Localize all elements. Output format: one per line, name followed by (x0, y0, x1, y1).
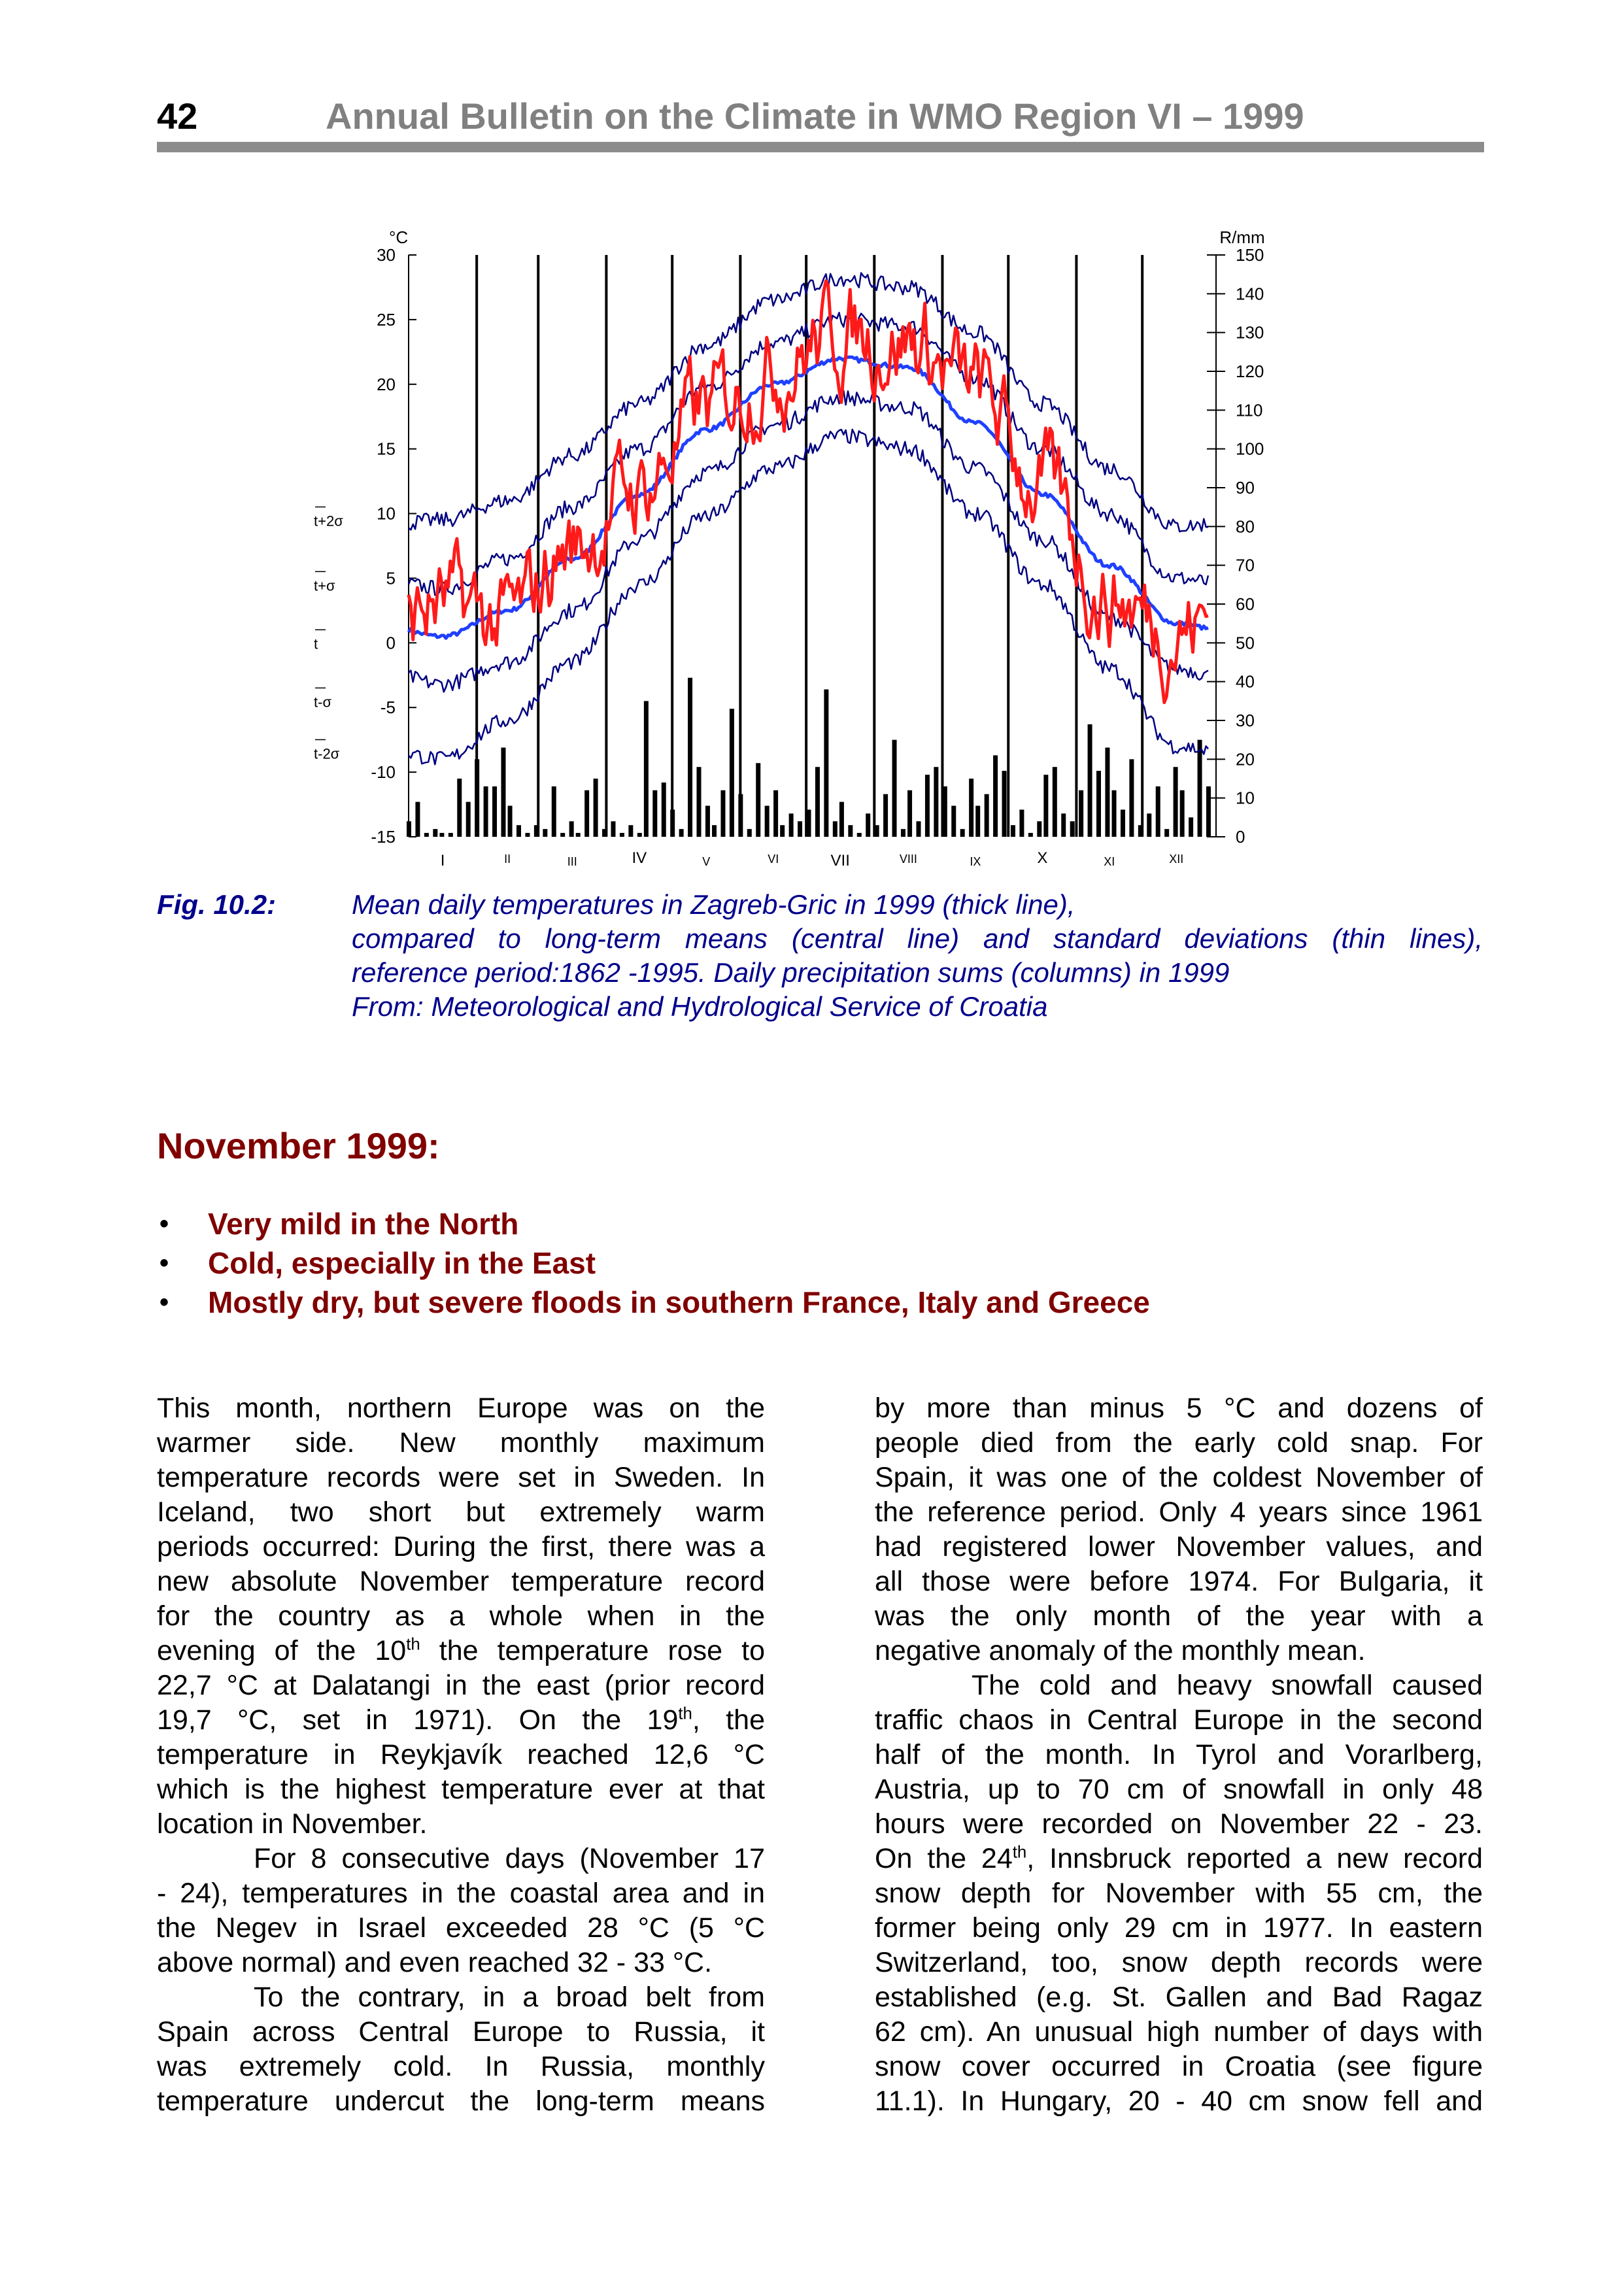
precipitation-bar (975, 806, 980, 837)
precipitation-bar (424, 833, 429, 837)
temperature-tick-label: -15 (371, 827, 396, 847)
precipitation-bar (484, 786, 488, 837)
body-line: Spain, it was one of the coldest November of (875, 1462, 1483, 1493)
precipitation-bar (1156, 786, 1160, 837)
precipitation-bar (756, 763, 760, 837)
precipitation-bar (1079, 790, 1083, 837)
month-label: IX (970, 855, 981, 868)
precipitation-bar (848, 825, 853, 837)
precipitation-bar (951, 806, 956, 837)
month-label: XII (1169, 852, 1184, 866)
body-line: had registered lower November values, and (875, 1531, 1483, 1562)
precipitation-bar (901, 829, 905, 837)
caption-line: compared to long-term means (central line) and standard deviations (thin lines), (352, 923, 1483, 954)
precipitation-bar (1096, 771, 1101, 837)
body-line: by more than minus 5 °C and dozens of (875, 1392, 1483, 1424)
precipitation-bar (943, 786, 947, 837)
precipitation-bar (1129, 759, 1134, 837)
body-line: Switzerland, too, snow depth records were (875, 1947, 1483, 1978)
body-line: was the only month of the year with a (875, 1600, 1483, 1632)
body-line: 19,7 °C, set in 1971). On the 19th, the (157, 1704, 766, 1736)
month-label: IV (632, 849, 647, 867)
body-line: This month, northern Europe was on the (157, 1392, 765, 1424)
precipitation-bar (1053, 767, 1057, 837)
precipitation-bar (492, 786, 497, 837)
temperature-tick-label: -10 (371, 762, 396, 783)
precipitation-bar (985, 794, 989, 837)
precipitation-bar (1019, 809, 1024, 837)
temperature-tick-label: 10 (377, 503, 396, 524)
caption-line: Mean daily temperatures in Zagreb-Gric in 1999 (thick line), (352, 889, 1075, 920)
precipitation-bar (679, 829, 684, 837)
precipitation-bar (1070, 821, 1075, 837)
month-label: I (440, 852, 445, 869)
precipitation-bar (765, 806, 770, 837)
precipitation-tick-label: 30 (1236, 711, 1255, 730)
precipitation-bar (584, 790, 589, 837)
precipitation-tick-label: 120 (1236, 362, 1264, 381)
precipitation-bar (1112, 790, 1117, 837)
month-label: II (504, 852, 511, 866)
page-number: 42 (157, 95, 198, 137)
header-rule (157, 142, 1484, 152)
precipitation-axis-label: R/mm (1219, 228, 1265, 247)
precipitation-bar (1198, 740, 1202, 837)
body-line: The cold and heavy snowfall caused (972, 1670, 1483, 1701)
body-line: 22,7 °C at Dalatangi in the east (prior record (157, 1670, 765, 1701)
precipitation-bar (415, 802, 420, 837)
temperature-axis-label: °C (389, 228, 409, 247)
body-line: temperature undercut the long-term means (157, 2085, 765, 2117)
precipitation-bar (892, 740, 897, 837)
precipitation-bar (1061, 813, 1066, 837)
body-line: hours were recorded on November 22 - 23. (875, 1808, 1483, 1840)
precipitation-bar (925, 775, 930, 837)
body-line: negative anomaly of the monthly mean. (875, 1635, 1366, 1666)
precipitation-tick-label: 10 (1236, 788, 1255, 808)
precipitation-bar (1174, 767, 1178, 837)
precipitation-bar (839, 802, 844, 837)
precipitation-bar (1011, 825, 1015, 837)
precipitation-bar (1043, 775, 1048, 837)
body-line: warmer side. New monthly maximum (157, 1427, 765, 1459)
precipitation-bar (407, 821, 411, 837)
std-label: t-2σ (314, 745, 340, 762)
precipitation-bar (552, 786, 556, 837)
month-label: VII (830, 852, 850, 869)
precipitation-bar (1180, 790, 1185, 837)
body-line: temperature in Reykjavík reached 12,6 °C (157, 1739, 765, 1770)
series-line-tplus2σ (409, 273, 1208, 532)
precipitation-bar (611, 821, 615, 837)
caption-line: From: Meteorological and Hydrological Service of Croatia (352, 991, 1048, 1022)
precipitation-bar (662, 783, 666, 837)
precipitation-bar (439, 833, 444, 837)
precipitation-bar (433, 829, 437, 837)
figure-label: Fig. 10.2: (157, 889, 277, 920)
precipitation-bar (1121, 809, 1125, 837)
precipitation-bar (560, 833, 565, 837)
precipitation-bar (1147, 813, 1151, 837)
body-line: which is the highest temperature ever at that (157, 1774, 765, 1805)
body-line: Spain across Central Europe to Russia, it (157, 2016, 765, 2048)
precipitation-bar (1138, 825, 1143, 837)
precipitation-bar (628, 825, 633, 837)
body-column-right (875, 1391, 1483, 2119)
precipitation-tick-label: 50 (1236, 633, 1255, 653)
precipitation-bar (780, 825, 785, 837)
precipitation-bar (516, 825, 521, 837)
precipitation-bar (934, 767, 938, 837)
body-line: new absolute November temperature record (157, 1566, 765, 1597)
precipitation-bar (720, 790, 725, 837)
precipitation-bar (807, 809, 811, 837)
body-line: established (e.g. St. Gallen and Bad Ragaz (875, 1982, 1483, 2013)
precipitation-bar (705, 806, 710, 837)
precipitation-bar (738, 794, 743, 837)
temperature-tick-label: 5 (386, 568, 396, 588)
body-line: people died from the early cold snap. For (875, 1427, 1483, 1459)
month-label: VIII (899, 852, 917, 866)
precipitation-bar (857, 833, 862, 837)
precipitation-bar (508, 806, 513, 837)
temperature-tick-label: 30 (377, 245, 396, 265)
body-line: traffic chaos in Central Europe in the second (875, 1704, 1483, 1736)
precipitation-bar (833, 821, 837, 837)
temperature-tick-label: 20 (377, 374, 396, 394)
section-title: November 1999: (157, 1125, 440, 1166)
std-label: t (314, 635, 318, 652)
precipitation-tick-label: 110 (1236, 400, 1263, 420)
precipitation-bar (960, 829, 965, 837)
precipitation-bar (824, 690, 828, 837)
precipitation-bar (730, 709, 734, 837)
precipitation-bar (789, 813, 794, 837)
precipitation-bar (697, 767, 702, 837)
body-line: half of the month. In Tyrol and Vorarlberg, (875, 1739, 1483, 1770)
precipitation-bar (602, 829, 607, 837)
precipitation-bar (883, 794, 888, 837)
body-line: On the 24th, Innsbruck reported a new record (875, 1843, 1483, 1874)
precipitation-tick-label: 90 (1236, 478, 1255, 498)
precipitation-bar (543, 829, 547, 837)
precipitation-bar (916, 821, 921, 837)
precipitation-bar (534, 825, 539, 837)
body-line: snow cover occurred in Croatia (see figure (875, 2051, 1483, 2082)
precipitation-bar (712, 825, 717, 837)
body-line: the Negev in Israel exceeded 28 °C (5 °C (157, 1912, 765, 1944)
temperature-tick-label: 15 (377, 439, 396, 459)
body-line: 11.1). In Hungary, 20 - 40 cm snow fell and (875, 2085, 1483, 2117)
precipitation-bar (620, 833, 624, 837)
precipitation-bar (457, 779, 462, 837)
precipitation-bar (1164, 829, 1169, 837)
page-header (157, 95, 1484, 160)
precipitation-bar (475, 759, 479, 837)
precipitation-bar (907, 790, 912, 837)
body-line: Iceland, two short but extremely warm (157, 1496, 765, 1528)
body-line: 62 cm). An unusual high number of days with (875, 2016, 1483, 2048)
precipitation-bar (501, 748, 505, 837)
precipitation-tick-label: 150 (1236, 245, 1264, 265)
body-line: Austria, up to 70 cm of snowfall in only 48 (875, 1774, 1483, 1805)
precipitation-bar (652, 790, 657, 837)
precipitation-bar (1189, 817, 1193, 837)
precipitation-bar (773, 790, 778, 837)
body-line: all those were before 1974. For Bulgaria, it (875, 1566, 1483, 1597)
precipitation-bar (466, 802, 471, 837)
precipitation-tick-label: 100 (1236, 439, 1264, 459)
body-line: To the contrary, in a broad belt from (254, 1982, 765, 2013)
precipitation-tick-label: 60 (1236, 594, 1255, 614)
precipitation-bar (866, 813, 870, 837)
bullet-item: • Very mild in the North (157, 1204, 1150, 1243)
bullet-item: • Mostly dry, but severe floods in southern France, Italy and Greece (157, 1283, 1150, 1322)
precipitation-bar (993, 755, 998, 837)
body-column-left (157, 1391, 765, 2119)
precipitation-tick-label: 20 (1236, 749, 1255, 769)
precipitation-bar (1206, 786, 1211, 837)
month-label: V (702, 855, 711, 868)
caption-line: reference period:1862 -1995. Daily precipitation sums (columns) in 1999 (352, 957, 1230, 988)
precipitation-bar (815, 767, 820, 837)
month-label: III (567, 855, 577, 868)
bullet-item: • Cold, especially in the East (157, 1243, 1150, 1283)
std-label: t-σ (314, 694, 332, 711)
body-line: above normal) and even reached 32 - 33 °C. (157, 1947, 713, 1978)
temperature-tick-label: 0 (386, 633, 396, 653)
body-line: temperature records were set in Sweden. In (157, 1462, 765, 1493)
temperature-tick-label: 25 (377, 309, 396, 329)
body-line: the reference period. Only 4 years since 1961 (875, 1496, 1483, 1528)
precipitation-tick-label: 80 (1236, 516, 1255, 537)
precipitation-bar (875, 825, 879, 837)
precipitation-bar (594, 779, 598, 837)
body-line: was extremely cold. In Russia, monthly (157, 2051, 765, 2082)
summary-bullets (157, 1204, 1150, 1322)
month-label: X (1037, 849, 1048, 867)
running-title: Annual Bulletin on the Climate in WMO Region VI – 1999 (326, 95, 1304, 137)
std-label: t+σ (314, 577, 335, 594)
temperature-tick-label: -5 (380, 698, 396, 718)
precipitation-tick-label: 70 (1236, 555, 1255, 575)
figure-caption (352, 888, 1483, 1024)
precipitation-tick-label: 140 (1236, 284, 1264, 304)
body-line: - 24), temperatures in the coastal area and in (157, 1878, 765, 1909)
body-line: for the country as a whole when in the (157, 1600, 765, 1632)
precipitation-bar (798, 821, 802, 837)
precipitation-bar (1088, 724, 1092, 837)
precipitation-bar (1028, 833, 1033, 837)
precipitation-bar (1037, 821, 1041, 837)
month-label: VI (768, 852, 779, 866)
body-line: former being only 29 cm in 1977. In eastern (875, 1912, 1483, 1944)
precipitation-bar (448, 833, 453, 837)
precipitation-bar (644, 701, 649, 837)
body-line: For 8 consecutive days (November 17 (254, 1843, 765, 1874)
precipitation-bar (525, 833, 530, 837)
body-line: snow depth for November with 55 cm, the (875, 1878, 1483, 1909)
precipitation-bar (637, 833, 642, 837)
precipitation-tick-label: 130 (1236, 322, 1264, 343)
precipitation-bar (688, 678, 692, 837)
month-label: XI (1104, 855, 1115, 868)
body-line: location in November. (157, 1808, 428, 1840)
precipitation-bar (1002, 771, 1007, 837)
precipitation-bar (576, 833, 581, 837)
precipitation-bar (747, 829, 752, 837)
precipitation-tick-label: 0 (1236, 827, 1245, 847)
body-line: evening of the 10th the temperature rose to (157, 1635, 765, 1666)
std-label: t+2σ (314, 513, 343, 530)
precipitation-bar (969, 779, 973, 837)
body-line: periods occurred: During the first, there was a (157, 1531, 765, 1562)
precipitation-bar (569, 821, 574, 837)
precipitation-bar (1105, 748, 1109, 837)
precipitation-bar (670, 809, 675, 837)
precipitation-tick-label: 40 (1236, 671, 1255, 692)
temperature-precipitation-chart (288, 216, 1308, 869)
